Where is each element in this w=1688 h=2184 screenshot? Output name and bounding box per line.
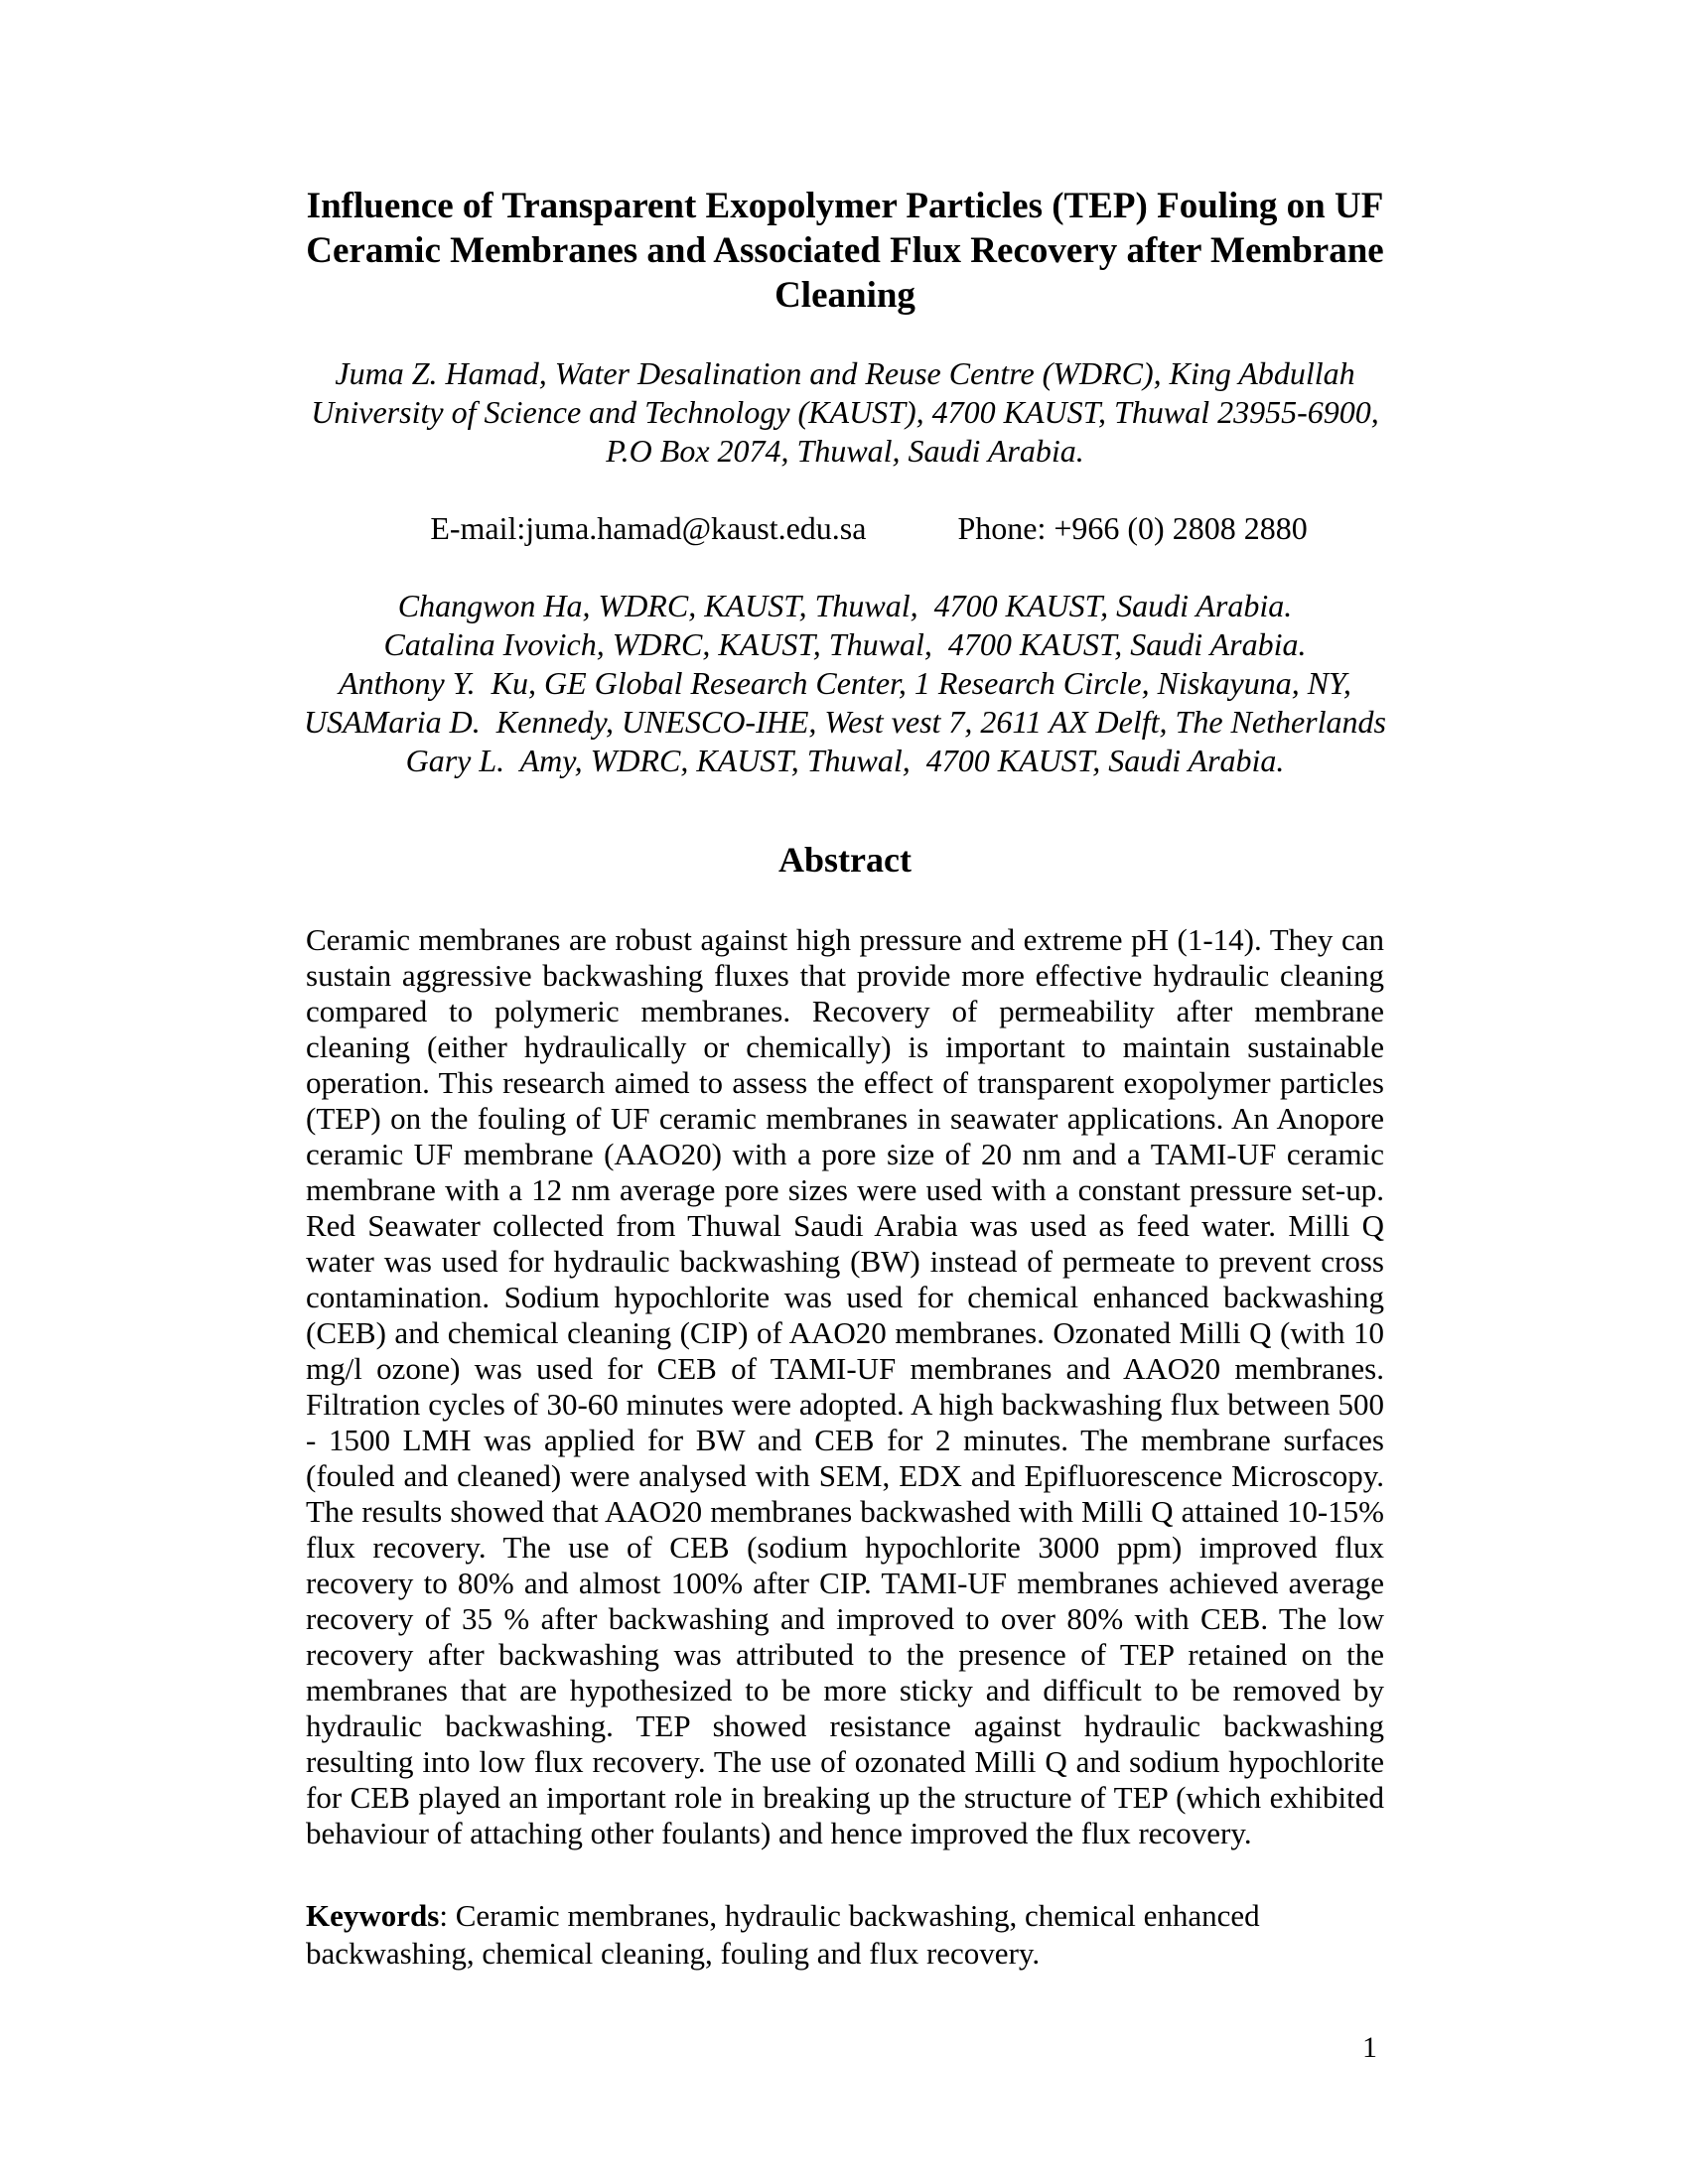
author-line: Anthony Y. Ku, GE Global Research Center, 1 Research Circle, Niskayuna, NY, <box>339 665 1351 701</box>
author-line: Catalina Ivovich, WDRC, KAUST, Thuwal, 4700 KAUST, Saudi Arabia. <box>383 626 1307 662</box>
title-line-2: Ceramic Membranes and Associated Flux Recovery after Membrane <box>306 230 1384 271</box>
author-line: Changwon Ha, WDRC, KAUST, Thuwal, 4700 KAUST, Saudi Arabia. <box>397 588 1293 623</box>
abstract-heading: Abstract <box>778 840 912 880</box>
title-line-3: Cleaning <box>774 275 915 316</box>
keywords-paragraph <box>306 1897 1384 1973</box>
author-line: Gary L. Amy, WDRC, KAUST, Thuwal, 4700 KAUST, Saudi Arabia. <box>405 743 1285 778</box>
author-line: Juma Z. Hamad, Water Desalination and Reuse Centre (WDRC), King Abdullah <box>335 355 1355 391</box>
email-text: E-mail:juma.hamad@kaust.edu.sa <box>430 510 867 546</box>
keywords-label: Keywords <box>306 1898 440 1933</box>
author-affiliation-block <box>246 354 1444 780</box>
author-line: P.O Box 2074, Thuwal, Saudi Arabia. <box>606 433 1084 469</box>
author-line: University of Science and Technology (KAUST), 4700 KAUST, Thuwal 23955-6900, <box>311 394 1379 430</box>
page-number: 1 <box>1362 2031 1377 2064</box>
phone-text: Phone: +966 (0) 2808 2880 <box>957 510 1308 546</box>
paper-title <box>306 184 1384 318</box>
keywords-text: : Ceramic membranes, hydraulic backwashing, chemical enhanced backwashing, chemical cleaning, fouling and flux recovery. <box>306 1898 1260 1971</box>
title-line-1: Influence of Transparent Exopolymer Particles (TEP) Fouling on UF <box>306 186 1384 226</box>
abstract-body-paragraph: Ceramic membranes are robust against high pressure and extreme pH (1-14). They can sustain aggressive backwashing fluxes that provide more effective hydraulic cleaning compared to polymeric membranes. Recovery of permeability after membrane cleaning (either hydraulically or chemically) is important to maintain sustainable operation. This research aimed to assess the effect of transparent exopolymer particles (TEP) on the fouling of UF ceramic membranes in seawater applications. An Anopore ceramic UF membrane (AAO20) with a pore size of 20 nm and a TAMI-UF ceramic membrane with a 12 nm average pore sizes were used with a constant pressure set-up. Red Seawater collected from Thuwal Saudi Arabia was used as feed water. Milli Q water was used for hydraulic backwashing (BW) instead of permeate to prevent cross contamination. Sodium hypochlorite was used for chemical enhanced backwashing (CEB) and chemical cleaning (CIP) of AAO20 membranes. Ozonated Milli Q (with 10 mg/l ozone) was used for CEB of TAMI-UF membranes and AAO20 membranes. Filtration cycles of 30-60 minutes were adopted. A high backwashing flux between 500 - 1500 LMH was applied for BW and CEB for 2 minutes. The membrane surfaces (fouled and cleaned) were analysed with SEM, EDX and Epifluorescence Microscopy. The results showed that AAO20 membranes backwashed with Milli Q attained 10-15% flux recovery. The use of CEB (sodium hypochlorite 3000 ppm) improved flux recovery to 80% and almost 100% after CIP. TAMI-UF membranes achieved average recovery of 35 % after backwashing and improved to over 80% with CEB. The low recovery after backwashing was attributed to the presence of TEP retained on the membranes that are hypothesized to be more sticky and difficult to be removed by hydraulic backwashing. TEP showed resistance against hydraulic backwashing resulting into low flux recovery. The use of ozonated Milli Q and sodium hypochlorite for CEB played an important role in breaking up the structure of TEP (which exhibited behaviour of attaching other foulants) and hence improved the flux recovery. <box>306 922 1384 1850</box>
contact-line <box>246 471 1444 587</box>
author-line: USAMaria D. Kennedy, UNESCO-IHE, West vest 7, 2611 AX Delft, The Netherlands <box>304 704 1386 740</box>
